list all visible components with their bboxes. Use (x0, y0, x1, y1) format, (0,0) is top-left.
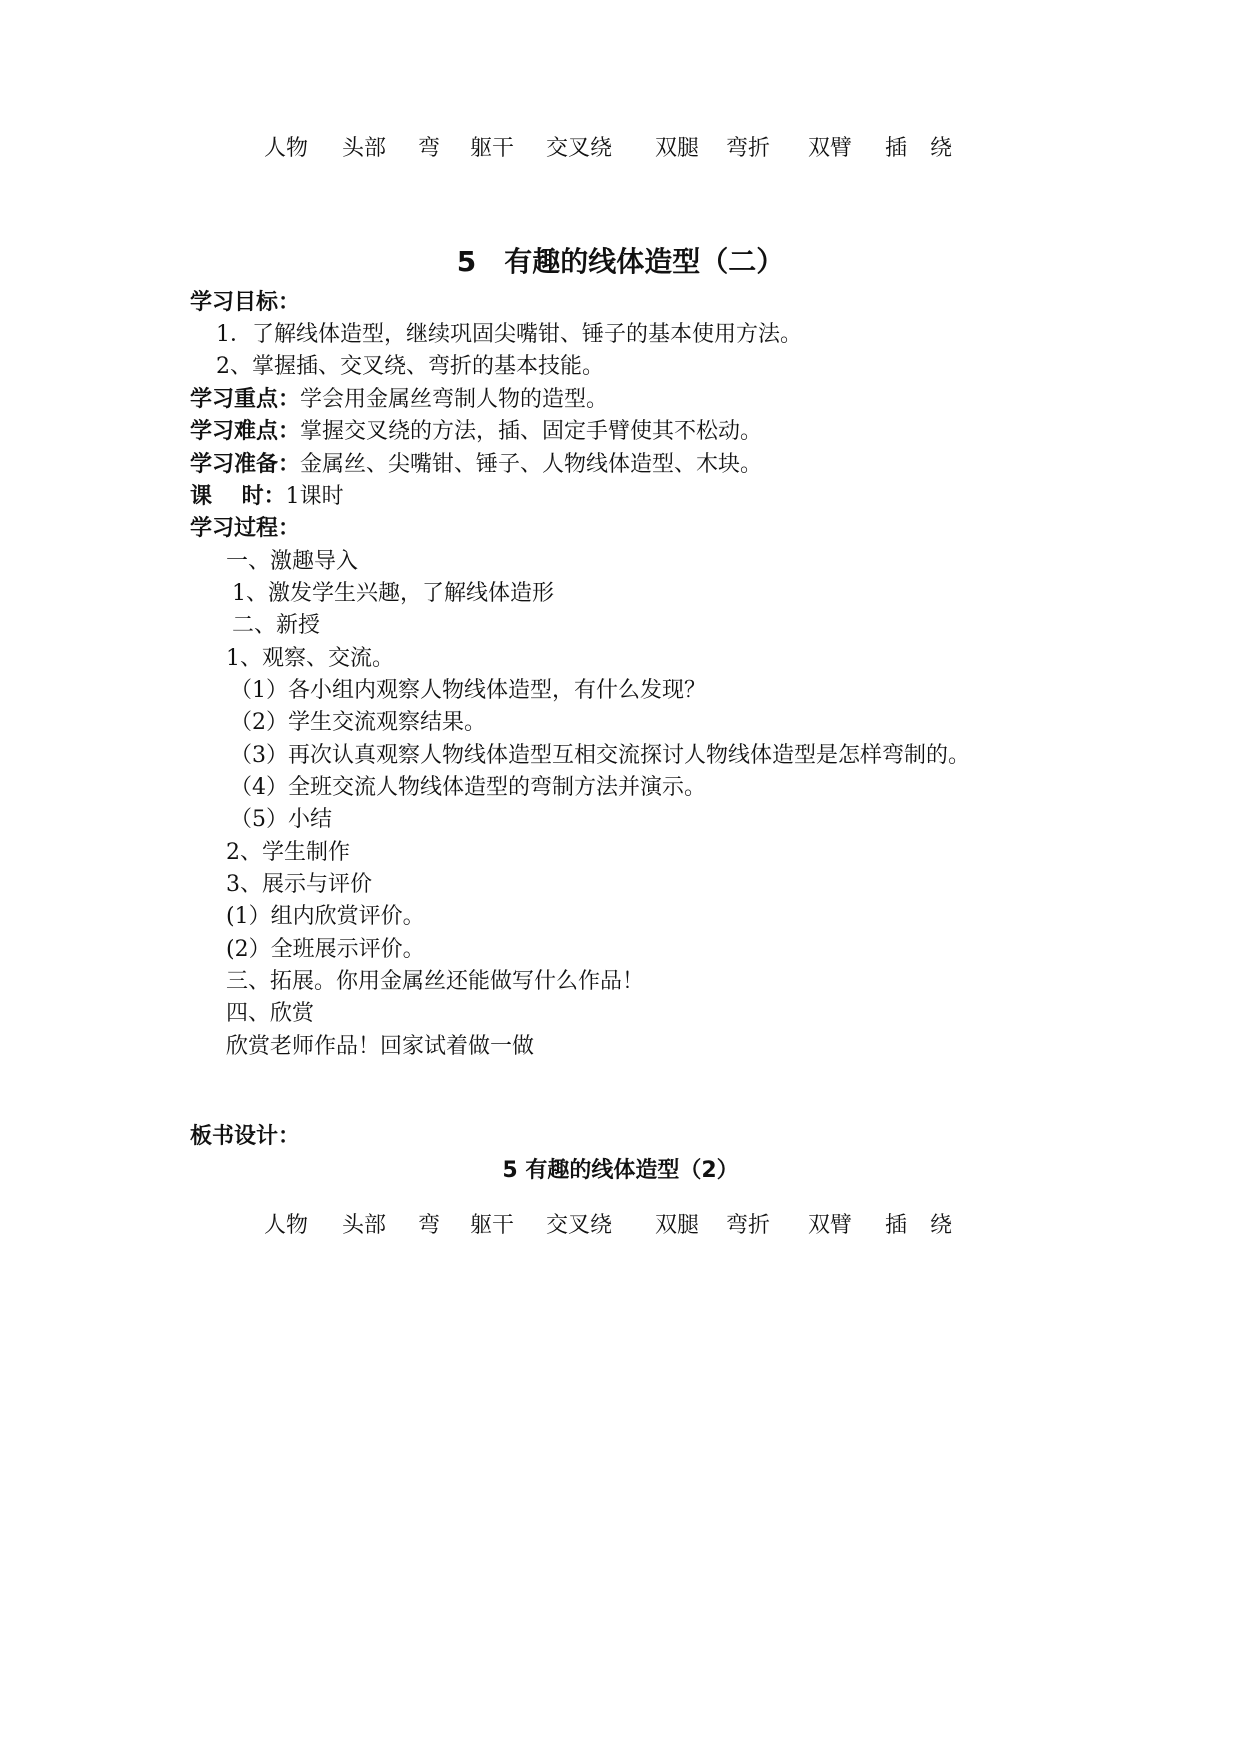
word: 交叉绕 (546, 136, 613, 161)
process-step: 欣赏老师作品！回家试着做一做 (226, 1034, 535, 1059)
process-step: （4）全班交流人物线体造型的弯制方法并演示。 (230, 775, 706, 800)
word: 人物 (264, 1213, 309, 1238)
process-step: (2）全班展示评价。 (226, 937, 425, 962)
word: 头部 (342, 1213, 387, 1238)
board-heading (190, 1123, 300, 1151)
hours-label: 课 时： (190, 484, 286, 509)
process-step: (1）组内欣赏评价。 (226, 904, 425, 929)
process-step: 3、展示与评价 (226, 872, 372, 897)
word: 躯干 (470, 1213, 515, 1238)
word: 弯折 (726, 1213, 771, 1238)
prep-label: 学习准备： (190, 452, 301, 477)
process-heading (190, 515, 300, 543)
process-step: （5）小结 (230, 807, 332, 832)
process-step: （3）再次认真观察人物线体造型互相交流探讨人物线体造型是怎样弯制的。 (230, 743, 970, 768)
word: 交叉绕 (546, 1213, 613, 1238)
word: 双臂 (808, 136, 853, 161)
prep-row (190, 451, 762, 479)
word: 双臂 (808, 1213, 853, 1238)
hours-row (190, 483, 344, 511)
word: 插 (885, 1213, 908, 1238)
process-step: 1、激发学生兴趣，了解线体造形 (232, 581, 554, 606)
key-point-row (190, 386, 608, 414)
word: 绕 (930, 136, 953, 161)
word: 弯 (418, 1213, 441, 1238)
process-step: （2）学生交流观察结果。 (230, 710, 486, 735)
goal-item: 1．了解线体造型，继续巩固尖嘴钳、锤子的基本使用方法。 (216, 322, 802, 347)
process-step: 1、观察、交流。 (226, 646, 394, 671)
prep-text: 金属丝、尖嘴钳、锤子、人物线体造型、木块。 (300, 452, 763, 477)
board-subtitle: 5 有趣的线体造型（2） (502, 1158, 739, 1183)
word: 弯折 (726, 136, 771, 161)
process-label: 学习过程： (190, 516, 301, 541)
key-point-text: 学会用金属丝弯制人物的造型。 (300, 387, 609, 412)
word: 弯 (418, 136, 441, 161)
difficulty-text: 掌握交叉绕的方法，插、固定手臂使其不松动。 (300, 419, 763, 444)
process-step: 2、学生制作 (226, 840, 350, 865)
lesson-title: 5 有趣的线体造型（二） (456, 245, 785, 278)
word: 人物 (264, 136, 309, 161)
difficulty-row (190, 418, 762, 446)
process-step: （1）各小组内观察人物线体造型，有什么发现？ (230, 678, 706, 703)
process-step: 二、新授 (232, 613, 321, 638)
word: 双腿 (655, 136, 700, 161)
word: 双腿 (655, 1213, 700, 1238)
board-label: 板书设计： (190, 1124, 301, 1149)
word: 绕 (930, 1213, 953, 1238)
word: 插 (885, 136, 908, 161)
goals-label: 学习目标： (190, 290, 301, 315)
process-step: 四、欣赏 (226, 1001, 315, 1026)
goals-heading (190, 289, 300, 317)
key-point-label: 学习重点： (190, 387, 301, 412)
process-step: 三、拓展。你用金属丝还能做写什么作品！ (226, 969, 645, 994)
difficulty-label: 学习难点： (190, 419, 301, 444)
goal-item: 2、掌握插、交叉绕、弯折的基本技能。 (216, 354, 604, 379)
process-step: 一、激趣导入 (226, 549, 359, 574)
word: 头部 (342, 136, 387, 161)
word: 躯干 (470, 136, 515, 161)
hours-text: 1课时 (285, 484, 344, 509)
